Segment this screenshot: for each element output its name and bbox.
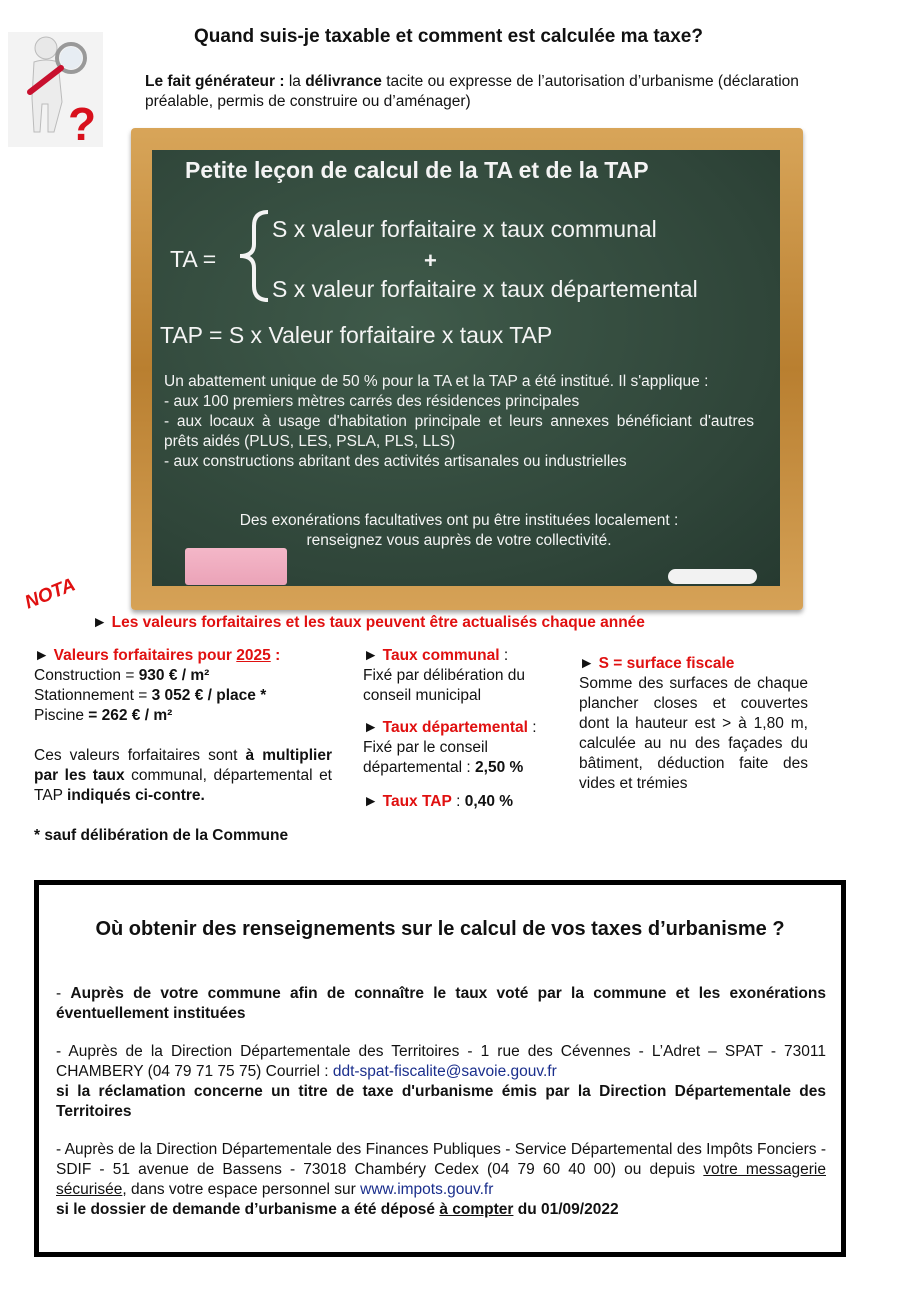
stationnement-value: 3 052 € / place * (151, 687, 267, 704)
info-box-title: Où obtenir des renseignements sur le calcul de vos taxes d’urbanisme ? (95, 918, 785, 940)
valeurs-year: 2025 (236, 647, 271, 664)
mult-bold-2: indiqués ci-contre. (67, 787, 205, 804)
ta-plus: + (424, 248, 437, 273)
info-ddfip (56, 1140, 826, 1220)
fait-generateur (145, 72, 805, 112)
question-figure-icon (8, 32, 103, 147)
dash: - (56, 985, 71, 1002)
taux-departemental-text (363, 738, 563, 778)
piscine-label: Piscine (34, 707, 89, 724)
info-ddfip-text: - Auprès de la Direction Départementale des Finances Publiques - Service Départemental des Impôts Fonciers - SDIF - 51 avenue de Bassens - 73018 Chambéry Cedex (04 79 60 40 00) ou depuis (56, 1141, 826, 1178)
taux-tap-label: Taux TAP (382, 793, 452, 810)
taux-communal-label: Taux communal (382, 647, 500, 664)
fait-bold: délivrance (305, 73, 382, 90)
surface-fiscale-heading (579, 654, 808, 674)
mult-text-2: communal, départemental et TAP (34, 767, 332, 804)
info-commune (56, 984, 826, 1024)
mult-bold: à multiplier par les taux (34, 747, 332, 784)
taux-departemental-label: Taux départemental (382, 719, 528, 736)
ddt-email-link[interactable]: ddt-spat-fiscalite@savoie.gouv.fr (332, 1063, 557, 1080)
chalk (668, 569, 757, 584)
exonerations-line: Des exonérations facultatives ont pu être instituées localement : (239, 512, 679, 529)
eraser (185, 548, 287, 585)
valeurs-heading (34, 646, 332, 666)
fait-text: la (284, 73, 306, 90)
messagerie-link[interactable]: votre messagerie sécurisée (56, 1161, 826, 1198)
brace-icon (234, 208, 274, 304)
taux-tap-heading (363, 792, 563, 812)
ta-formula-communal: S x valeur forfaitaire x taux communal (272, 216, 657, 242)
info-ddt-text: - Auprès de la Direction Départementale des Territoires - 1 rue des Cévennes - L’Adret – SPAT - 73011 CHAMBERY (04 79 71 75 75) Courriel : (56, 1043, 826, 1080)
sauf-deliberation: * sauf délibération de la Commune (34, 827, 289, 844)
info-ddt-bold: si la réclamation concerne un titre de taxe d'urbanisme émis par la Direction Départementale des Territoires (56, 1083, 826, 1120)
abattement-line: - aux locaux à usage d'habitation principale et leurs annexes bénéficiant d'autres prêts aidés (PLUS, LES, PSLA, PLS, LLS) (164, 413, 754, 450)
arrow-icon: ► (363, 793, 379, 810)
impots-url-link[interactable]: www.impots.gouv.fr (360, 1181, 494, 1198)
svg-text:?: ? (68, 98, 97, 147)
surface-fiscale-label: S = surface fiscale (598, 655, 735, 672)
info-commune-bold: Auprès de votre commune (70, 985, 281, 1002)
construction-label: Construction = (34, 667, 139, 684)
info-ddt (56, 1042, 826, 1122)
info-ddfip-bold-underline: à compter (439, 1201, 514, 1218)
info-commune-rest: afin de connaître le taux voté par la commune et les exonérations éventuellement instituées (56, 985, 826, 1022)
ta-label: TA = (170, 246, 217, 272)
tap-formula: TAP = S x Valeur forfaitaire x taux TAP (160, 322, 553, 348)
stationnement-row (34, 686, 332, 706)
valeurs-heading-text: Valeurs forfaitaires pour (53, 647, 237, 664)
construction-value: 930 € / m² (138, 667, 210, 684)
arrow-icon: ► (579, 655, 595, 672)
abattement-line: - aux constructions abritant des activités artisanales ou industrielles (164, 453, 627, 470)
ta-formula-departemental: S x valeur forfaitaire x taux départemental (272, 276, 698, 302)
arrow-icon: ► (34, 647, 50, 664)
mult-text: Ces valeurs forfaitaires sont (34, 747, 246, 764)
abattement-text (164, 372, 754, 472)
construction-row (34, 666, 332, 686)
taux-departemental-heading (363, 718, 563, 738)
taux-departemental-desc: Fixé par le conseil départemental : (363, 739, 488, 776)
nota-line (92, 614, 645, 632)
exonerations-line: renseignez vous auprès de votre collectivité. (306, 532, 612, 549)
colon: : (527, 719, 537, 736)
piscine-value: = 262 € / m² (88, 707, 173, 724)
board-title: Petite leçon de calcul de la TA et de la TAP (185, 157, 649, 183)
taux-tap-value: 0,40 % (464, 793, 514, 810)
abattement-line: Un abattement unique de 50 % pour la TA et la TAP a été institué. Il s'applique : (164, 373, 709, 390)
exonerations-text (164, 511, 754, 551)
fait-label: Le fait générateur : (145, 73, 285, 90)
valeurs-heading-end: : (270, 647, 281, 664)
info-ddfip-bold-2: du 01/09/2022 (513, 1201, 619, 1218)
fait-text-2: tacite ou expresse de l’autorisation d’urbanisme (déclaration préalable, permis de construire ou d’aménager) (145, 73, 799, 110)
nota-text: Les valeurs forfaitaires et les taux peuvent être actualisés chaque année (111, 614, 645, 631)
page-title: Quand suis-je taxable et comment est calculée ma taxe? (194, 26, 703, 47)
arrow-icon: ► (363, 719, 379, 736)
arrow-icon: ► (363, 647, 379, 664)
colon: : (499, 647, 509, 664)
stationnement-label: Stationnement = (34, 687, 152, 704)
info-ddfip-text-2: , dans votre espace personnel sur (122, 1181, 361, 1198)
surface-fiscale-text: Somme des surfaces de chaque plancher closes et couvertes dont la hauteur est > à 1,80 m, calculée au nu des façades du bâtiment, déduction faite des vides et trémies (579, 675, 808, 792)
taux-column (363, 646, 563, 812)
nota-tag: NOTA (22, 574, 79, 614)
abattement-line: - aux 100 premiers mètres carrés des résidences principales (164, 393, 580, 410)
piscine-row (34, 706, 332, 726)
surface-fiscale-column (579, 654, 808, 794)
taux-departemental-value: 2,50 % (475, 759, 524, 776)
taux-communal-heading (363, 646, 563, 666)
taux-communal-text: Fixé par délibération du conseil municipal (363, 667, 525, 704)
colon: : (451, 793, 465, 810)
multiplier-text (34, 746, 332, 806)
valeurs-forfaitaires-column (34, 646, 332, 846)
arrow-icon: ► (92, 614, 108, 631)
info-ddfip-bold: si le dossier de demande d’urbanisme a été déposé (56, 1201, 440, 1218)
